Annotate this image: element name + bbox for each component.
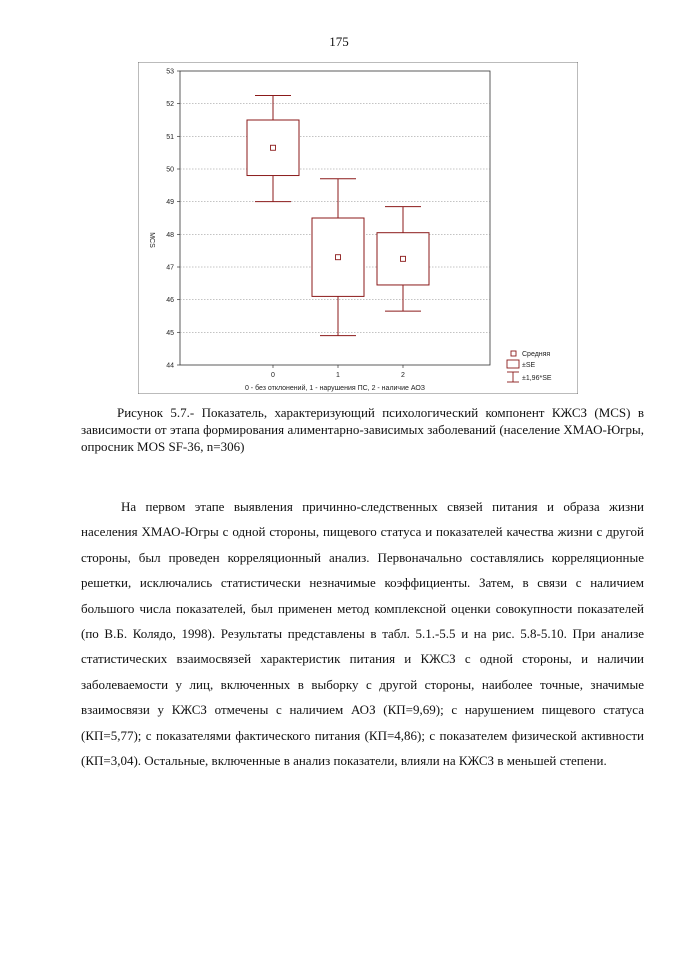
legend-mean-label: Средняя xyxy=(522,351,551,358)
y-tick-label-45: 45 xyxy=(166,329,174,337)
x-tick-label-0: 0 xyxy=(271,372,275,379)
page-number: 175 xyxy=(329,34,349,49)
mean-marker-2 xyxy=(401,256,406,261)
mcs-boxplot-chart xyxy=(138,62,578,394)
mean-marker-1 xyxy=(336,255,341,260)
x-tick-label-1: 1 xyxy=(336,372,340,379)
mean-marker-0 xyxy=(271,145,276,150)
x-tick-label-2: 2 xyxy=(401,372,405,379)
y-tick-label-46: 46 xyxy=(166,297,174,305)
y-tick-label-47: 47 xyxy=(166,264,174,272)
y-tick-label-52: 52 xyxy=(166,101,174,109)
legend-se-label: ±SE xyxy=(522,362,536,369)
y-tick-label-49: 49 xyxy=(166,199,174,207)
y-axis-label: MCS xyxy=(148,232,155,248)
y-tick-label-48: 48 xyxy=(166,231,174,239)
y-tick-label-50: 50 xyxy=(166,166,174,174)
y-tick-label-44: 44 xyxy=(166,362,174,370)
y-tick-label-51: 51 xyxy=(166,133,174,141)
legend-ci-label: ±1,96*SE xyxy=(522,375,552,382)
y-tick-label-53: 53 xyxy=(166,68,174,76)
body-paragraph: На первом этапе выявления причинно-следственных связей питания и образа жизни населения ХМАО-Югры с одной стороны, пищевого статуса и показателей качества жизни с другой стороны, был проведен корреляционный анализ. Первоначально составлялись корреляционные решетки, исключались статистически незначимые коэффициенты. Затем, в связи с наличием большого числа показателей, был применен метод комплексной оценки совокупности показателей (по В.Б. Колядо, 1998). Результаты представлены в табл. 5.1.-5.5 и на рис. 5.8-5.10. При анализе статистических взаимосвязей характеристик питания и КЖСЗ с одной стороны, и наличии заболеваемости у лиц, включенных в выборку с другой стороны, наиболее точные, значимые взаимосвязи у КЖСЗ отмечены с наличием АОЗ (КП=9,69); с нарушением пищевого статуса (КП=5,77); с показателями фактического питания (КП=4,86); с показателем физической активности (КП=3,04). Остальные, включенные в анализ показатели, влияли на КЖСЗ в меньшей степени. xyxy=(81,499,644,769)
mcs-boxplot-figure xyxy=(138,62,578,394)
x-axis-label: 0 - без отклонений, 1 - нарушения ПС, 2 - наличие АОЗ xyxy=(244,385,426,392)
figure-caption: Рисунок 5.7.- Показатель, характеризующий психологический компонент КЖСЗ (MCS) в зависимости от этапа формирования алиментарно-зависимых заболеваний (население ХМАО-Югры, опросник MOS SF-36, n=306) xyxy=(81,405,644,454)
